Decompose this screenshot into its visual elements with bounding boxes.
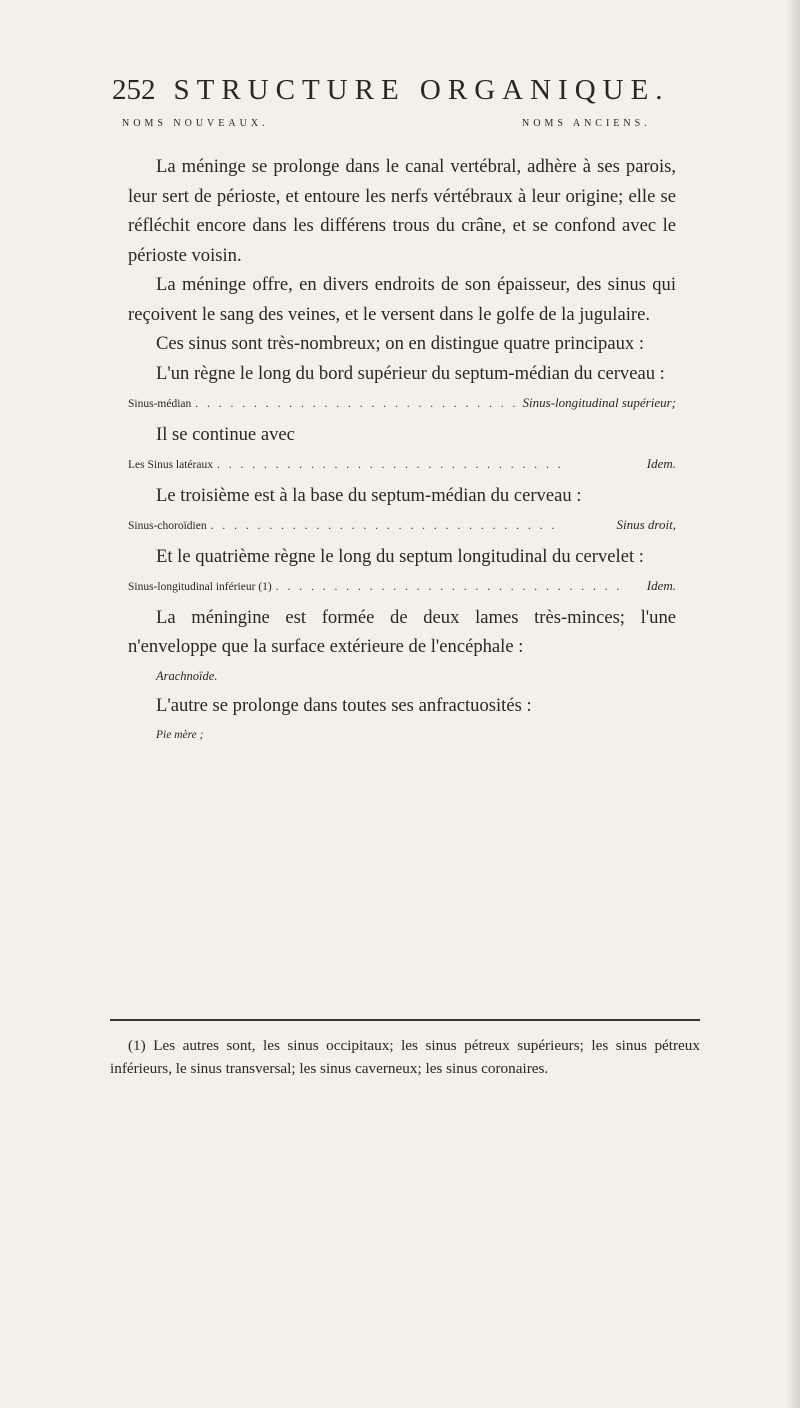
leader-dots <box>191 390 522 420</box>
nomenclature-entry <box>128 571 676 603</box>
paragraph: L'un règne le long du bord supérieur du septum-médian du cerveau : <box>156 362 665 384</box>
old-name-centered: Pie mère ; <box>156 728 204 741</box>
paragraph: Il se continue avec <box>156 423 295 445</box>
page-header <box>112 74 712 107</box>
paragraph: L'autre se prolonge dans toutes ses anfractuosités : <box>156 695 532 716</box>
old-name-centered: Arachnoïde. <box>156 668 218 683</box>
new-name: Sinus-longitudinal inférieur (1) <box>128 581 272 593</box>
footnote <box>110 1034 700 1080</box>
new-name: Les Sinus latéraux <box>128 459 213 471</box>
footnote-rule <box>110 1019 700 1021</box>
nomenclature-entry <box>128 510 676 542</box>
main-text <box>128 152 676 750</box>
old-name: Sinus-longitudinal supérieur; <box>522 395 676 410</box>
column-header-old-names: NOMS ANCIENS. <box>522 118 651 129</box>
paragraph: Ces sinus sont très-nombreux; on en distingue quatre principaux : <box>156 333 645 354</box>
paragraph: La méninge offre, en divers endroits de son épaisseur, des sinus qui reçoivent le sang des veines, et le versent dans le golfe de la jugulaire. <box>128 274 676 325</box>
new-name: Sinus-médian <box>128 398 192 410</box>
leader-dots <box>207 512 617 542</box>
running-title: STRUCTURE ORGANIQUE. <box>173 74 670 106</box>
paragraph: La méningine est formée de deux lames très-minces; l'une n'enveloppe que la surface extérieure de l'encéphale : <box>128 606 676 657</box>
new-name: Sinus-choroïdien <box>128 520 207 532</box>
nomenclature-entry <box>128 388 676 420</box>
column-header-new-names: NOMS NOUVEAUX. <box>122 118 269 129</box>
page-number: 252 <box>112 74 156 106</box>
leader-dots <box>272 573 647 603</box>
old-name: Sinus droit, <box>616 517 676 532</box>
leader-dots <box>213 451 647 481</box>
old-name: Idem. <box>646 456 676 471</box>
page-edge-shadow <box>786 0 800 1408</box>
paragraph: La méninge se prolonge dans le canal vertébral, adhère à ses parois, leur sert de périoste, et entoure les nerfs vértébraux à leur origine; elle se réfléchit encore dans les différens trous du crâne, et se confond avec le périoste voisin. <box>128 156 676 266</box>
old-name: Idem. <box>646 578 676 593</box>
paragraph: Le troisième est à la base du septum-médian du cerveau : <box>156 484 582 506</box>
paragraph: Et le quatrième règne le long du septum longitudinal du cervelet : <box>156 545 644 567</box>
nomenclature-entry <box>128 449 676 481</box>
footnote-text: (1) Les autres sont, les sinus occipitaux; les sinus pétreux supérieurs; les sinus pétreux inférieurs, le sinus transversal; les sinus caverneux; les sinus coronaires. <box>110 1037 700 1077</box>
